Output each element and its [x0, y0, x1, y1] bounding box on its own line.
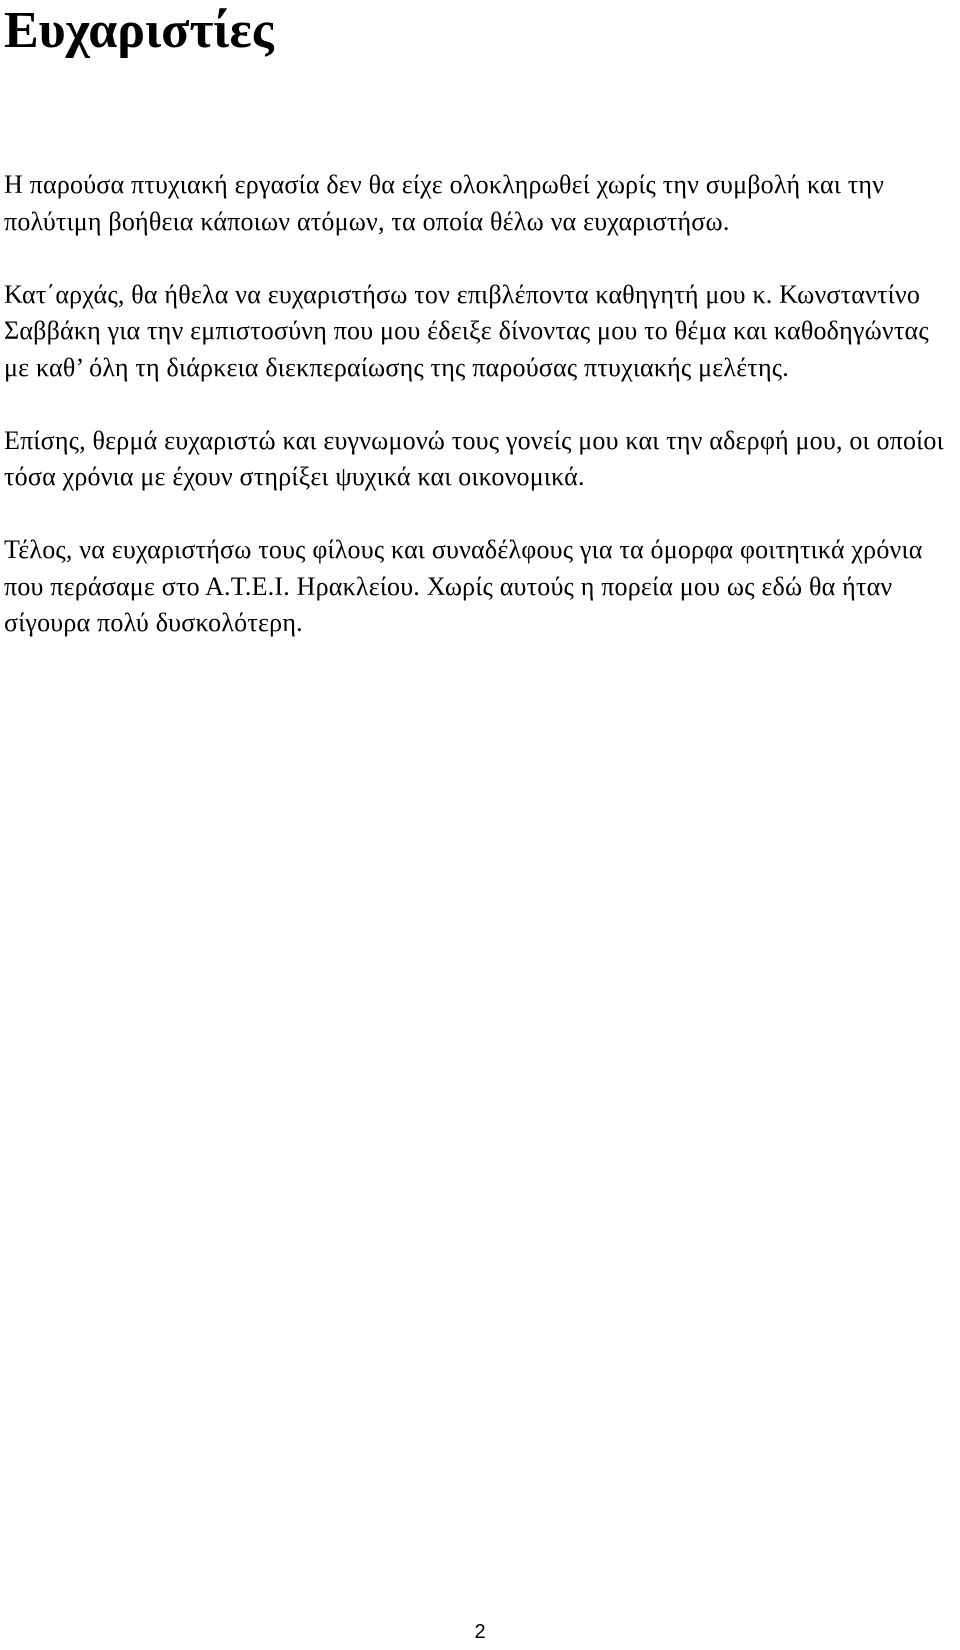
document-body	[4, 167, 956, 678]
page-title: Ευχαριστίες	[4, 2, 274, 59]
paragraph-family: Επίσης, θερμά ευχαριστώ και ευγνωμονώ τους γονείς μου και την αδερφή μου, οι οποίοι τόσα χρόνια με έχουν στηρίξει ψυχικά και οικονομικά.	[4, 425, 944, 491]
paragraph-intro: Η παρούσα πτυχιακή εργασία δεν θα είχε ολοκληρωθεί χωρίς την συμβολή και την πολύτιμη βοήθεια κάποιων ατόμων, τα οποία θέλω να ευχαριστήσω.	[4, 170, 885, 236]
paragraph-supervisor: Κατ΄αρχάς, θα ήθελα να ευχαριστήσω τον επιβλέποντα καθηγητή μου κ. Κωνσταντίνο Σαββάκη για την εμπιστοσύνη που μου έδειξε δίνοντας μου το θέμα και καθοδηγώντας με καθ’ όλη τη διάρκεια διεκπεραίωσης της παρούσας πτυχιακής μελέτης.	[4, 279, 929, 382]
page-number: 2	[474, 1621, 486, 1643]
paragraph-friends: Τέλος, να ευχαριστήσω τους φίλους και συναδέλφους για τα όμορφα φοιτητικά χρόνια που περάσαμε στο Α.Τ.Ε.Ι. Ηρακλείου. Χωρίς αυτούς η πορεία μου ως εδώ θα ήταν σίγουρα πολύ δυσκολότερη.	[4, 535, 923, 637]
